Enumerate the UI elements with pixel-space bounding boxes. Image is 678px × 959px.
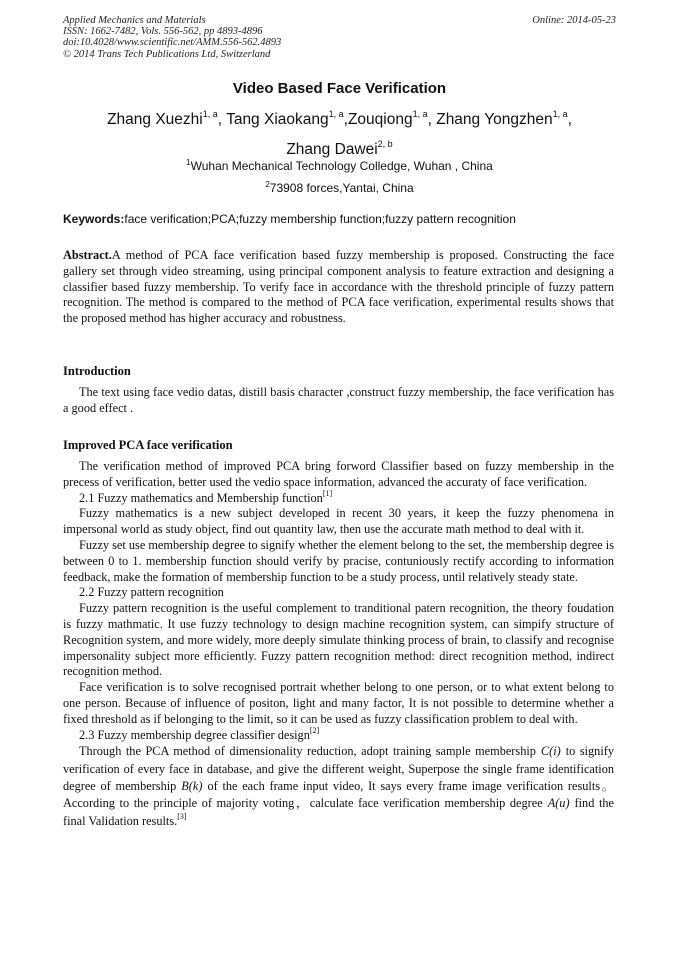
author-name: , Zhang Yongzhen [427, 111, 553, 128]
paragraph: Face verification is to solve recognised portrait whether belong to one person, or to what extent belong to one person. Because of influence of positon, light and many factor, It is not possible to determine whether a fixed threshold as if belonging to the limit, so it can be used as fuzzy classification problem to deal with. [63, 680, 614, 726]
affiliation-mark: 1 [186, 158, 191, 167]
formula-a-u: A(u) [547, 796, 570, 811]
author-affiliation-mark: 1, a [412, 109, 428, 119]
subsection-heading-2-2: 2.2 Fuzzy pattern recognition [79, 585, 224, 600]
author-separator: , [567, 111, 572, 128]
improved-pca-body [63, 459, 614, 830]
keywords [63, 212, 616, 226]
affiliation-1 [63, 156, 616, 173]
section-heading-improved-pca: Improved PCA face verification [63, 438, 233, 452]
author-affiliation-mark: 1, a [552, 109, 568, 119]
author-list [63, 102, 616, 162]
journal-header [63, 15, 616, 60]
citation: [3] [177, 811, 187, 821]
author-name: Zhang Dawei [286, 141, 378, 158]
subsection-heading-2-1 [63, 488, 614, 507]
paragraph-text: find the final Validation results. [63, 796, 615, 828]
affiliation-mark: 2 [265, 180, 270, 189]
citation: [2] [309, 725, 320, 735]
author-name: , Tang Xiaokang [217, 111, 329, 128]
paper-title: Video Based Face Verification [232, 80, 447, 97]
paragraph: Fuzzy pattern recognition is the useful complement to tranditional patern recognition, the theory foudation is fuzzy mathmatic. It use fuzzy technology to design machine recognition system, can simpify structure of Recognition system, and more widely, more deeply simulate thinking process of brain, to classify and recognise impersonality subject more efficiently. Fuzzy pattern recognition method: direct recognition method, indirect recognition method. [63, 601, 614, 679]
paragraph-text: of the each frame input video, It says every frame image verification results。According to the principle of majority voting，calculate face verification membership degree [63, 778, 615, 811]
affiliation-text: Wuhan Mechanical Technology Colledge, Wuhan , China [190, 159, 493, 173]
paragraph [63, 743, 614, 829]
paragraph: Fuzzy mathematics is a new subject developed in recent 30 years, it keep the fuzzy phenomena in impersonal world as study object, find out quantity law, then use the accurate math method to deal with it. [63, 506, 614, 537]
introduction-body [63, 385, 614, 417]
formula-b-k: B(k) [181, 778, 203, 793]
affiliation-text: 73908 forces,Yantai, China [269, 181, 414, 195]
keywords-label: Keywords: [63, 212, 125, 226]
author-name: Zhang Xuezhi [107, 111, 203, 128]
abstract-label: Abstract. [63, 248, 112, 262]
journal-name: Applied Mechanics and Materials [63, 15, 206, 26]
paragraph-text: Through the PCA method of dimensionality reduction, adopt training sample membership [79, 744, 536, 759]
keywords-text: face verification;PCA;fuzzy membership function;fuzzy pattern recognition [124, 212, 516, 226]
doi-line: doi:10.4028/www.scientific.net/AMM.556-562.4893 [63, 37, 282, 49]
subsection-heading-2-3 [63, 725, 614, 744]
online-date: Online: 2014-05-23 [532, 15, 616, 26]
abstract-text: A method of PCA face verification based fuzzy membership is proposed. Constructing the face gallery set through video streaming, using principal component analysis to feature extraction and designing a classifier based fuzzy membership. To verify face in accordance with the threshold principle of fuzzy pattern recognition. The method is compared to the method of PCA face verification, experimental results shows that the proposed method has higher accuracy and robustness. [63, 248, 614, 326]
affiliation-2 [63, 178, 616, 195]
paragraph: The text using face vedio datas, distill basis character ,construct fuzzy membership, the face verification has a good effect . [63, 385, 614, 415]
formula-c-i: C(i) [540, 744, 561, 759]
section-heading-introduction: Introduction [63, 364, 131, 378]
subsection-title: 2.3 Fuzzy membership degree classifier design [79, 727, 310, 742]
issn-line: ISSN: 1662-7482, Vols. 556-562, pp 4893-4896 [63, 26, 263, 38]
paragraph: The verification method of improved PCA bring forword Classifier based on fuzzy membership in the precess of verification, better used the vedio space information, advanced the accuraty of face verification. [63, 459, 614, 489]
citation: [1] [322, 488, 333, 498]
paragraph: Fuzzy set use membership degree to signify whether the element belong to the set, the membership degree is between 0 to 1. membership function should verify by pracise, contuniously rectify according to information feedback, make the formation of membership function to be a study process, until relatively steady state. [63, 537, 614, 584]
abstract [63, 248, 614, 327]
paragraph-text: to signify verification of every face in database, and give the different weight, Superpose the single frame identification degree of membership [63, 744, 614, 793]
author-affiliation-mark: 1, a [202, 109, 218, 119]
author-affiliation-mark: 2, b [377, 139, 393, 149]
author-affiliation-mark: 1, a [328, 109, 344, 119]
subsection-title: 2.1 Fuzzy mathematics and Membership function [79, 490, 323, 505]
copyright-line: © 2014 Trans Tech Publications Ltd, Switzerland [63, 48, 271, 60]
author-name: ,Zouqiong [343, 111, 413, 128]
